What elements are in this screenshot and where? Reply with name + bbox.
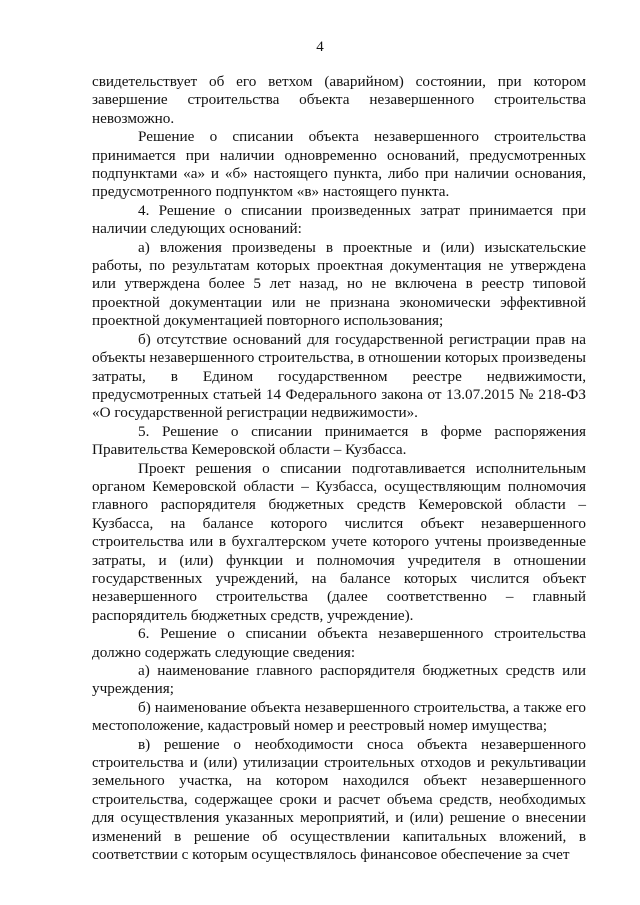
paragraph-subclause-6a: а) наименование главного распорядителя бюджетных средств или учреждения; xyxy=(92,662,586,698)
paragraph-clause-6: 6. Решение о списании объекта незавершенного строительства должно содержать следующие сведения: xyxy=(92,625,586,661)
document-body xyxy=(92,73,586,864)
paragraph-subclause-6v: в) решение о необходимости сноса объекта незавершенного строительства и (или) утилизации строительных отходов и рекультивации земельного участка, на котором находился объект незавершенного строительства, содержащее сроки и расчет объема средств, необходимых для осуществления указанных мероприятий, и (или) решение о внесении изменений в решение об осуществлении капитальных вложений, в соответствии с которым осуществлялось финансовое обеспечение за счет xyxy=(92,735,586,864)
page-number: 4 xyxy=(316,39,324,55)
paragraph-subclause-4b: б) отсутствие оснований для государственной регистрации прав на объекты незавершенного строительства, в отношении которых произведены затраты, в Едином государственном реестре недвижимости, предусмотренных статьей 14 Федерального закона от 13.07.2015 № 218-ФЗ «О государственной регистрации недвижимости». xyxy=(92,330,586,422)
paragraph-subclause-6b: б) наименование объекта незавершенного строительства, а также его местоположение, кадастровый номер и реестровый номер имущества; xyxy=(92,698,586,735)
paragraph: Проект решения о списании подготавливается исполнительным органом Кемеровской области – Кузбасса, осуществляющим полномочия главного распорядителя бюджетных средств Кемеровской области – Кузбасса, на балансе которого числится объект незавершенного строительства или в бухгалтерском учете которого учтены произведенные затраты, и (или) функции и полномочия учредителя в отношении государственных учреждений, на балансе которых числится объект незавершенного строительства (далее соответственно – главный распорядитель бюджетных средств, учреждение). xyxy=(92,459,586,624)
paragraph-clause-5: 5. Решение о списании принимается в форме распоряжения Правительства Кемеровской области – Кузбасса. xyxy=(92,422,586,459)
paragraph-continuation: свидетельствует об его ветхом (аварийном) состоянии, при котором завершение строительства объекта незавершенного строительства невозможно. xyxy=(92,73,586,127)
paragraph: Решение о списании объекта незавершенного строительства принимается при наличии одновременно оснований, предусмотренных подпунктами «а» и «б» настоящего пункта, либо при наличии основания, предусмотренного подпунктом «в» настоящего пункта. xyxy=(92,128,586,201)
paragraph-clause-4: 4. Решение о списании произведенных затрат принимается при наличии следующих оснований: xyxy=(92,201,586,238)
paragraph-subclause-4a: а) вложения произведены в проектные и (или) изыскательские работы, по результатам которых проектная документация не утверждена или утверждена более 5 лет назад, но не включена в реестр типовой проектной документации или не признана экономически эффективной проектной документацией повторного использования; xyxy=(92,238,586,330)
